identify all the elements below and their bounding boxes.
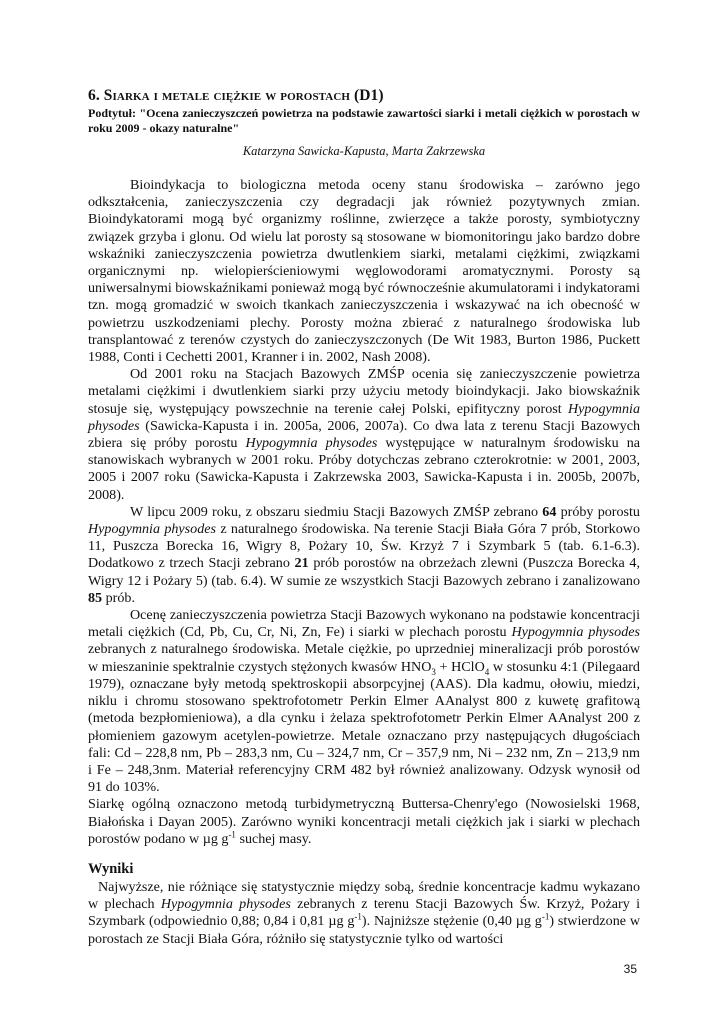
text-span: prób. <box>102 589 135 606</box>
paragraph-sampling <box>88 504 640 607</box>
paragraph-stations <box>88 366 640 504</box>
text-span: w stosunku 4:1 (Pilegaard 1979), oznaczane były metodą spektroskopii absorpcyjnej (AAS). Dla kadmu, ołowiu, miedzi, niklu i chromu stosowano spektrofotometr Perkin Elmer AAnalyst 800 z kuwetę grafitową (metoda bezpłomieniowa), a dla cynku i żelaza spektrofotometr Perkin Elmer AAnalyst 200 z płomieniem gazowym acetylen-powietrze. Metale oznaczano przy następujących długościach fali: Cd – 228,8 nm, Pb – 283,3 nm, Cu – 324,7 nm, Cr – 357,9 nm, Ni – 232 nm, Zn – 213,9 nm i Fe – 248,3nm. Materiał referencyjny CRM 482 był również analizowany. Odzysk wynosił od 91 do 103%. <box>88 658 640 796</box>
species-name: Hypogymnia physodes <box>245 435 378 452</box>
results-heading: Wyniki <box>88 860 134 877</box>
body-text <box>88 177 640 948</box>
text-span: ). Najniższe stężenie (0,40 µg g <box>361 913 542 930</box>
sample-count: 64 <box>542 503 557 520</box>
text-span: (Sawicka-Kapusta i in. 2005a, 2006, 2007a). Co dwa lata z terenu Stacji Bazowych zbiera się próby porostu <box>88 417 640 452</box>
section-title: 6. Siarka i metale ciężkie w porostach (D1) <box>88 87 384 104</box>
text-span: suchej masy. <box>235 830 312 847</box>
text-span: prób porostów na obrzeżach zlewni (Puszcza Borecka 4, Wigry 12 i Pożary 5) (tab. 6.4). W sumie ze wszystkich Stacji Bazowych zebrano i zanalizowano <box>88 555 640 589</box>
sample-count: 85 <box>88 589 103 606</box>
species-name: Hypogymnia physodes <box>511 624 640 641</box>
superscript: -1 <box>541 911 550 922</box>
species-name: Hypogymnia physodes <box>88 521 217 538</box>
subscript: 3 <box>431 666 436 677</box>
text-span: Od 2001 roku na Stacjach Bazowych ZMŚP ocenia się zanieczyszczenie powietrza metalami ciężkimi i dwutlenkiem siarki przy użyciu metody bioindykacji. Jako biowskaźnik stosuje się, występujący powszechnie na terenie całej Polski, epifityczny porost <box>88 366 640 417</box>
species-name: Hypogymnia physodes <box>88 400 640 434</box>
text-span: zebranych z naturalnego środowiska. Metale ciężkie, po uprzedniej mineralizacji prób porostów w mieszaninie spektralnie czystych stężonych kwasów HNO <box>88 641 640 675</box>
authors: Katarzyna Sawicka-Kapusta, Marta Zakrzewska <box>242 144 486 158</box>
text-span: z naturalnego środowiska. Na terenie Stacji Biała Góra 7 prób, Storkowo 11, Puszcza Borecka 16, Wigry 8, Pożary 10, Św. Krzyż 7 i Szymbark 5 (tab. 6.1-6.3). Dodatkowo z trzech Stacji zebrano <box>88 521 641 572</box>
subtitle: Podtytuł: "Ocena zanieczyszczeń powietrza na podstawie zawartości siarki i metali ciężkich w porostach w roku 2009 - okazy naturalne" <box>88 106 640 135</box>
paragraph-intro: Bioindykacja to biologiczna metoda oceny stanu środowiska – zarówno jego odkształcenia, zanieczyszczenia czy degradacji jak również pozytywnych zmian. Bioindykatorami mogą być organizmy roślinne, zwierzęce a także porosty, symbiotyczny związek grzyba i glonu. Od wielu lat porosty są stosowane w biomonitoringu jako bardzo dobre wskaźniki zanieczyszczenia powietrza dwutlenkiem siarki, metalami ciężkimi, związkami organicznymi np. wielopierścieniowymi węglowodorami aromatycznymi. Porosty są uniwersalnymi biowskaźnikami ponieważ mogą być równocześnie akumulatorami i indykatorami tzn. mogą gromadzić w swoich tkankach zanieczyszczenia i wskazywać na ich obecność w powietrzu uszkodzeniami plechy. Porosty można zbierać z naturalnego środowiska lub transplantować z terenów czystych do zanieczyszczonych (De Wit 1983, Burton 1986, Puckett 1988, Conti i Cechetti 2001, Kranner i in. 2002, Nash 2008). <box>88 177 640 366</box>
text-span: występujące w naturalnym środowisku na stanowiskach wybranych w 2001 roku. Próby dotychczas zebrano czterokrotnie: w 2001, 2003, 2005 i 2007 roku (Sawicka-Kapusta i Zakrzewska 2003, Sawicka-Kapusta i in. 2005b, 2007b, 2008). <box>88 435 640 503</box>
paragraph-results <box>88 879 640 948</box>
text-span: Siarkę ogólną oznaczono metodą turbidymetryczną Buttersa-Chenry'ego (Nowosielski 1968, Białońska i Dayan 2005). Zarówno wyniki koncentracji metali ciężkich jak i siarki w plechach porostów podano w µg g <box>88 796 640 847</box>
text-span: ) stwierdzone w porostach ze Stacji Biała Góra, różniło się statystycznie tylko od wartości <box>88 913 641 947</box>
page-number: 35 <box>623 962 637 976</box>
text-span: + HClO <box>435 658 485 675</box>
paragraph-methods <box>88 607 640 796</box>
paragraph-sulfur <box>88 796 640 848</box>
text-span: Ocenę zanieczyszczenia powietrza Stacji Bazowych wykonano na podstawie koncentracji metali ciężkich (Cd, Pb, Cu, Cr, Ni, Zn, Fe) i siarki w plechach porostu <box>88 607 640 641</box>
document-page <box>88 86 640 948</box>
text-span: W lipcu 2009 roku, z obszaru siedmiu Stacji Bazowych ZMŚP zebrano <box>130 503 543 520</box>
text-span: zebranych z terenu Stacji Bazowych Św. Krzyż, Pożary i Szymbark (odpowiednio 0,88; 0,84 i 0,81 µg g <box>88 896 641 930</box>
superscript: -1 <box>228 829 236 840</box>
species-name: Hypogymnia physodes <box>160 896 291 913</box>
sample-count: 21 <box>294 555 309 572</box>
subscript: 4 <box>484 666 490 677</box>
text-span: próby porostu <box>556 503 640 520</box>
text-span: Najwyższe, nie różniące się statystycznie między sobą, średnie koncentracje kadmu wykazano w plechach <box>88 878 640 913</box>
superscript: -1 <box>354 911 362 922</box>
